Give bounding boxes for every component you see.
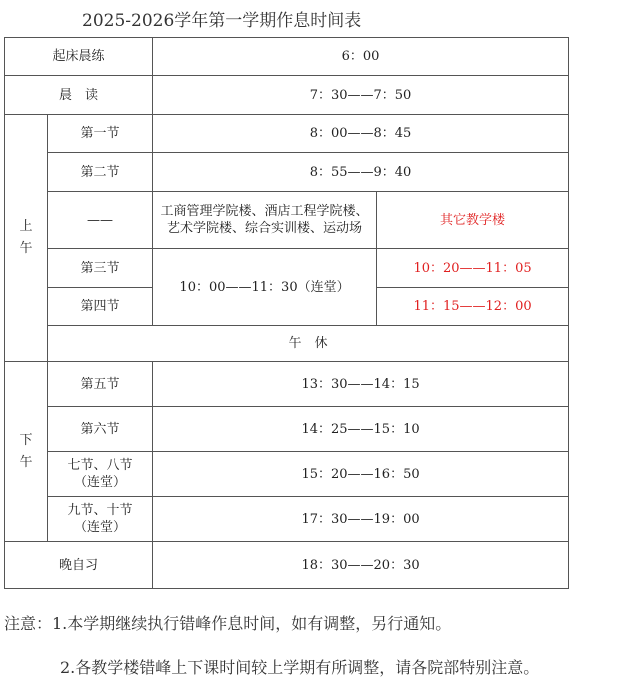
table-row <box>5 192 569 249</box>
afternoon-group-label: 下 午 <box>5 362 48 542</box>
page-title: 2025-2026学年第一学期作息时间表 <box>82 11 362 31</box>
period-3-label: 第三节 <box>48 249 153 288</box>
wakeup-time: 6：00 <box>153 38 569 76</box>
morning-reading-time: 7：30——7：50 <box>153 76 569 115</box>
note-line-2: 2.各教学楼错峰上下课时间较上学期有所调整，请各院部特别注意。 <box>60 658 540 677</box>
note-line-1: 注意：1.本学期继续执行错峰作息时间，如有调整，另行通知。 <box>4 614 452 633</box>
split-dash: —— <box>48 192 153 249</box>
table-row <box>5 407 569 452</box>
evening-study-label: 晚自习 <box>5 542 153 589</box>
period-5-label: 第五节 <box>48 362 153 407</box>
wakeup-label: 起床晨练 <box>5 38 153 76</box>
table-row <box>5 497 569 542</box>
schedule-table <box>4 37 569 589</box>
building-group-b: 其它教学楼 <box>377 192 569 249</box>
table-row <box>5 249 569 288</box>
period-78-time: 15：20——16：50 <box>153 452 569 497</box>
table-row <box>5 38 569 76</box>
table-row <box>5 362 569 407</box>
period-6-label: 第六节 <box>48 407 153 452</box>
table-row <box>5 542 569 589</box>
noon-break: 午 休 <box>48 326 569 362</box>
period-4-label: 第四节 <box>48 288 153 326</box>
table-row <box>5 452 569 497</box>
table-row <box>5 76 569 115</box>
period-2-label: 第二节 <box>48 153 153 192</box>
period-910-time: 17：30——19：00 <box>153 497 569 542</box>
evening-study-time: 18：30——20：30 <box>153 542 569 589</box>
period-6-time: 14：25——15：10 <box>153 407 569 452</box>
building-group-a: 工商管理学院楼、酒店工程学院楼、艺术学院楼、综合实训楼、运动场 <box>153 192 377 249</box>
period-2-time: 8：55——9：40 <box>153 153 569 192</box>
period-5-time: 13：30——14：15 <box>153 362 569 407</box>
period-34-time-a: 10：00——11：30（连堂） <box>153 249 377 326</box>
period-4-time-b: 11：15——12：00 <box>377 288 569 326</box>
table-row <box>5 326 569 362</box>
period-1-label: 第一节 <box>48 115 153 153</box>
period-1-time: 8：00——8：45 <box>153 115 569 153</box>
period-78-label: 七节、八节 （连堂） <box>48 452 153 497</box>
period-3-time-b: 10：20——11：05 <box>377 249 569 288</box>
morning-group-label: 上 午 <box>5 115 48 362</box>
table-row <box>5 115 569 153</box>
morning-reading-label: 晨 读 <box>5 76 153 115</box>
period-910-label: 九节、十节 （连堂） <box>48 497 153 542</box>
table-row <box>5 153 569 192</box>
